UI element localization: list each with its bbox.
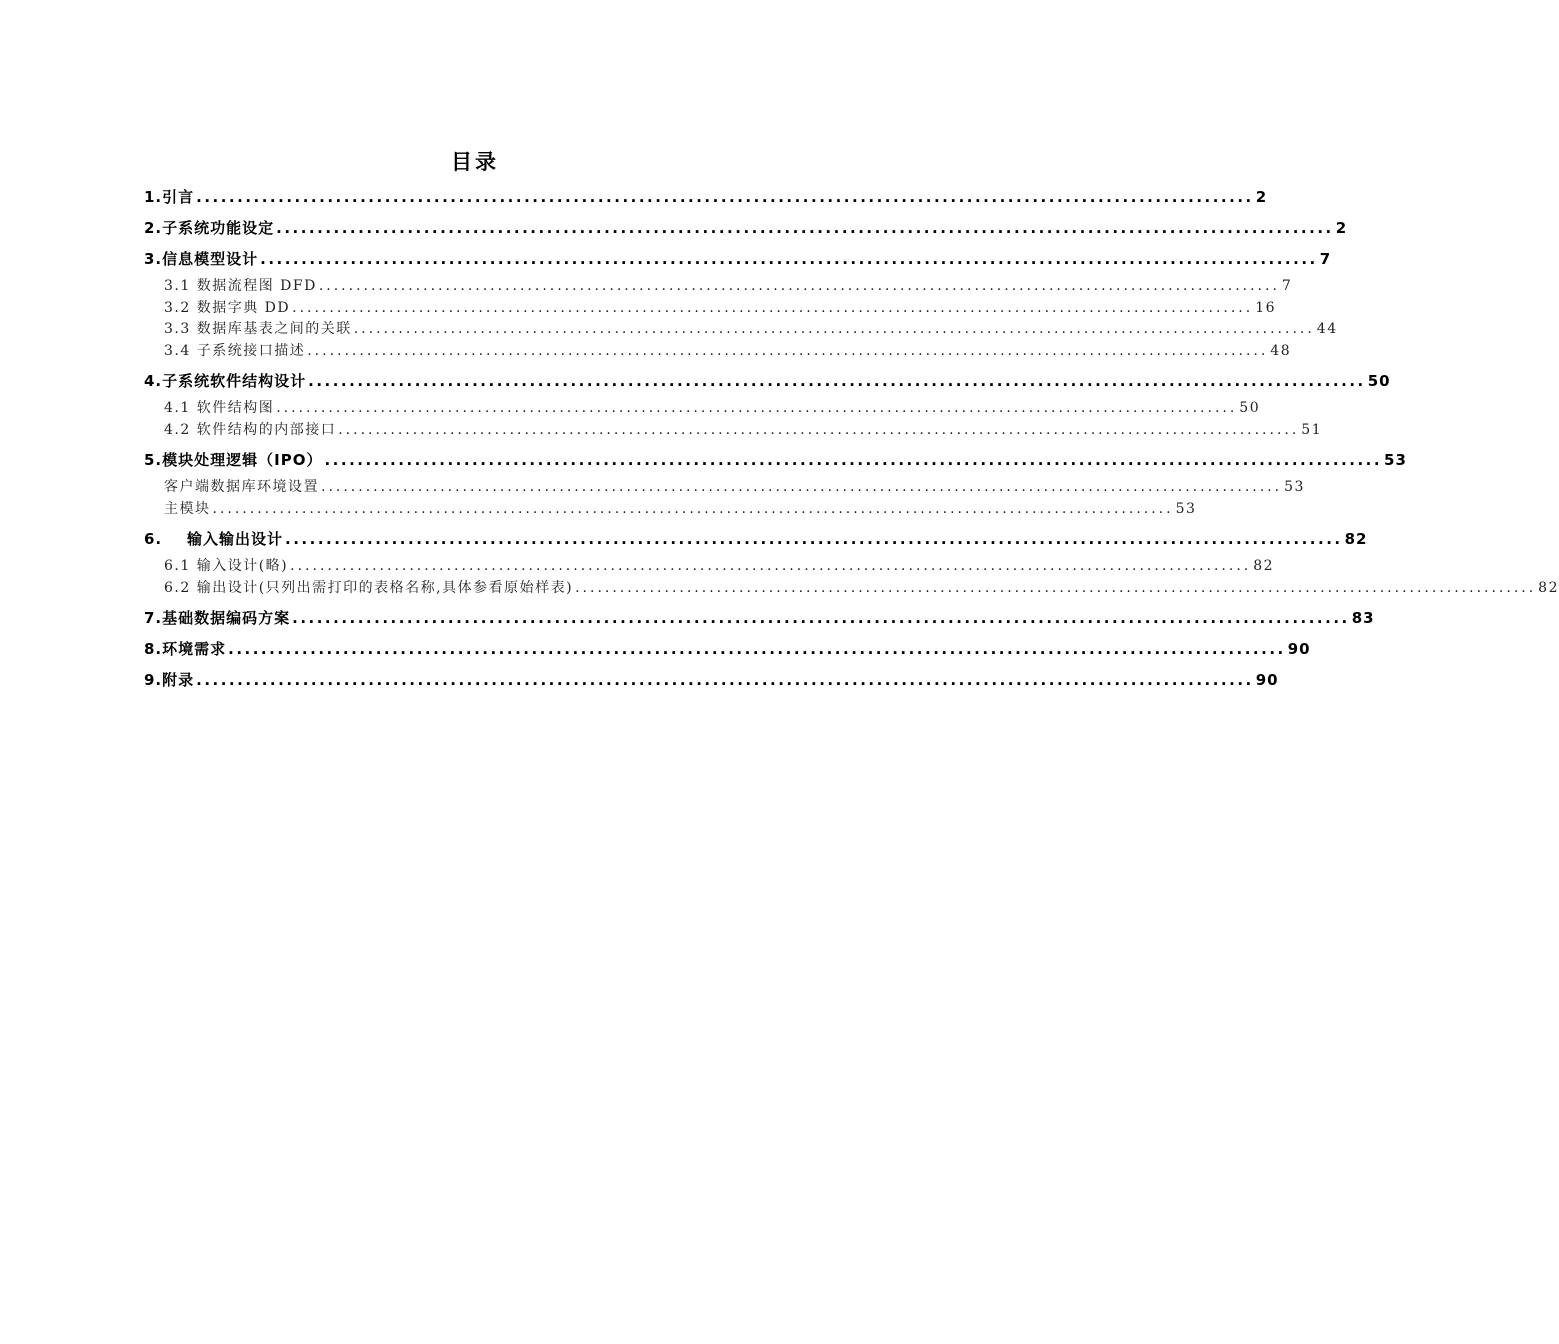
toc-entry-3-2[interactable] xyxy=(144,298,1277,320)
toc-entry-label: 3.信息模型设计 xyxy=(144,250,259,268)
toc-entry-label: 5.模块处理逻辑（IPO） xyxy=(144,451,323,469)
toc-page-number: 2 xyxy=(1335,219,1348,237)
toc-page-number: 90 xyxy=(1287,640,1311,658)
dot-leader: ................................................................................................................................. xyxy=(292,609,1350,627)
dot-leader: ................................................................................................................................. xyxy=(353,321,1315,337)
toc-entry-label: 9.附录 xyxy=(144,671,195,689)
toc-entry-label: 3.1 数据流程图 DFD xyxy=(164,278,317,294)
toc-entry-label: 2.子系统功能设定 xyxy=(144,219,275,237)
toc-page-number: 48 xyxy=(1270,342,1292,359)
toc-entry-4-1[interactable] xyxy=(144,398,1261,420)
toc-entry-6-1[interactable] xyxy=(144,556,1275,578)
dot-leader: ................................................................................................................................. xyxy=(324,451,1383,469)
dot-leader: ................................................................................................................................. xyxy=(276,219,1334,237)
toc-page-number: 7 xyxy=(1281,278,1293,294)
toc-entry-6[interactable] xyxy=(144,524,1368,555)
toc-entry-label: 6. 输入输出设计 xyxy=(144,530,284,548)
toc-entry-5-main-module[interactable] xyxy=(144,499,1197,521)
toc-entry-label: 7.基础数据编码方案 xyxy=(144,609,291,627)
dot-leader: ................................................................................................................................. xyxy=(318,278,1280,294)
toc-entry-7[interactable] xyxy=(144,603,1375,634)
dot-leader: ................................................................................................................................. xyxy=(290,558,1252,574)
toc-entry-6-2[interactable] xyxy=(144,578,1559,600)
toc-entry-label: 4.1 软件结构图 xyxy=(164,400,275,416)
toc-entry-3-3[interactable] xyxy=(144,319,1338,341)
dot-leader: ................................................................................................................................. xyxy=(276,400,1238,416)
toc-page-number: 44 xyxy=(1316,321,1338,337)
toc-page-number: 50 xyxy=(1239,400,1261,416)
toc-page-number: 53 xyxy=(1175,500,1197,517)
toc-entry-9[interactable] xyxy=(144,665,1279,696)
toc-page-number: 90 xyxy=(1255,671,1279,689)
toc-page-number: 50 xyxy=(1367,372,1391,390)
dot-leader: ................................................................................................................................. xyxy=(338,421,1300,438)
toc-entry-8[interactable] xyxy=(144,634,1311,665)
dot-leader: ................................................................................................................................. xyxy=(307,342,1269,359)
toc-entry-4-2[interactable] xyxy=(144,420,1323,442)
dot-leader: ................................................................................................................................. xyxy=(228,640,1286,658)
toc-entry-label: 客户端数据库环境设置 xyxy=(164,479,319,495)
toc-entry-3-1[interactable] xyxy=(144,276,1293,298)
toc-page-number: 53 xyxy=(1384,451,1407,469)
toc-page-number: 82 xyxy=(1538,579,1559,596)
toc-entry-5[interactable] xyxy=(144,445,1407,476)
toc-page-number: 16 xyxy=(1255,299,1277,316)
toc-entry-label: 3.2 数据字典 DD xyxy=(164,299,291,316)
toc-entry-4[interactable] xyxy=(144,366,1391,397)
dot-leader: ................................................................................................................................. xyxy=(285,530,1343,548)
toc-page-number: 2 xyxy=(1255,188,1268,206)
dot-leader: ................................................................................................................................. xyxy=(212,500,1174,517)
toc-entry-2[interactable] xyxy=(144,213,1348,244)
toc-page-number: 7 xyxy=(1319,250,1332,268)
toc-entry-label: 主模块 xyxy=(164,500,211,517)
toc-entry-5-client-db-setup[interactable] xyxy=(144,477,1305,499)
toc-entry-label: 4.子系统软件结构设计 xyxy=(144,372,307,390)
toc-entry-label: 3.4 子系统接口描述 xyxy=(164,342,306,359)
table-of-contents xyxy=(144,182,1559,696)
toc-entry-label: 1.引言 xyxy=(144,188,195,206)
toc-page-number: 82 xyxy=(1253,558,1275,574)
toc-page-number: 83 xyxy=(1351,609,1375,627)
dot-leader: ................................................................................................................................. xyxy=(196,671,1254,689)
toc-page-number: 82 xyxy=(1344,530,1368,548)
dot-leader: ................................................................................................................................. xyxy=(321,479,1283,495)
toc-entry-label: 6.2 输出设计(只列出需打印的表格名称,具体参看原始样表) xyxy=(164,579,574,596)
toc-entry-label: 3.3 数据库基表之间的关联 xyxy=(164,321,352,337)
toc-entry-label: 6.1 输入设计(略) xyxy=(164,558,289,574)
toc-page-number: 53 xyxy=(1284,479,1305,495)
dot-leader: ................................................................................................................................. xyxy=(308,372,1366,390)
toc-entry-3[interactable] xyxy=(144,244,1332,275)
dot-leader: ................................................................................................................................. xyxy=(196,188,1254,206)
dot-leader: ................................................................................................................................. xyxy=(260,250,1318,268)
toc-title: 目录 xyxy=(451,150,499,174)
toc-entry-3-4[interactable] xyxy=(144,341,1292,363)
toc-entry-label: 8.环境需求 xyxy=(144,640,227,658)
dot-leader: ................................................................................................................................. xyxy=(575,579,1537,596)
toc-page-number: 51 xyxy=(1301,421,1323,438)
toc-entry-label: 4.2 软件结构的内部接口 xyxy=(164,421,337,438)
dot-leader: ................................................................................................................................. xyxy=(292,299,1254,316)
toc-entry-1[interactable] xyxy=(144,182,1268,213)
